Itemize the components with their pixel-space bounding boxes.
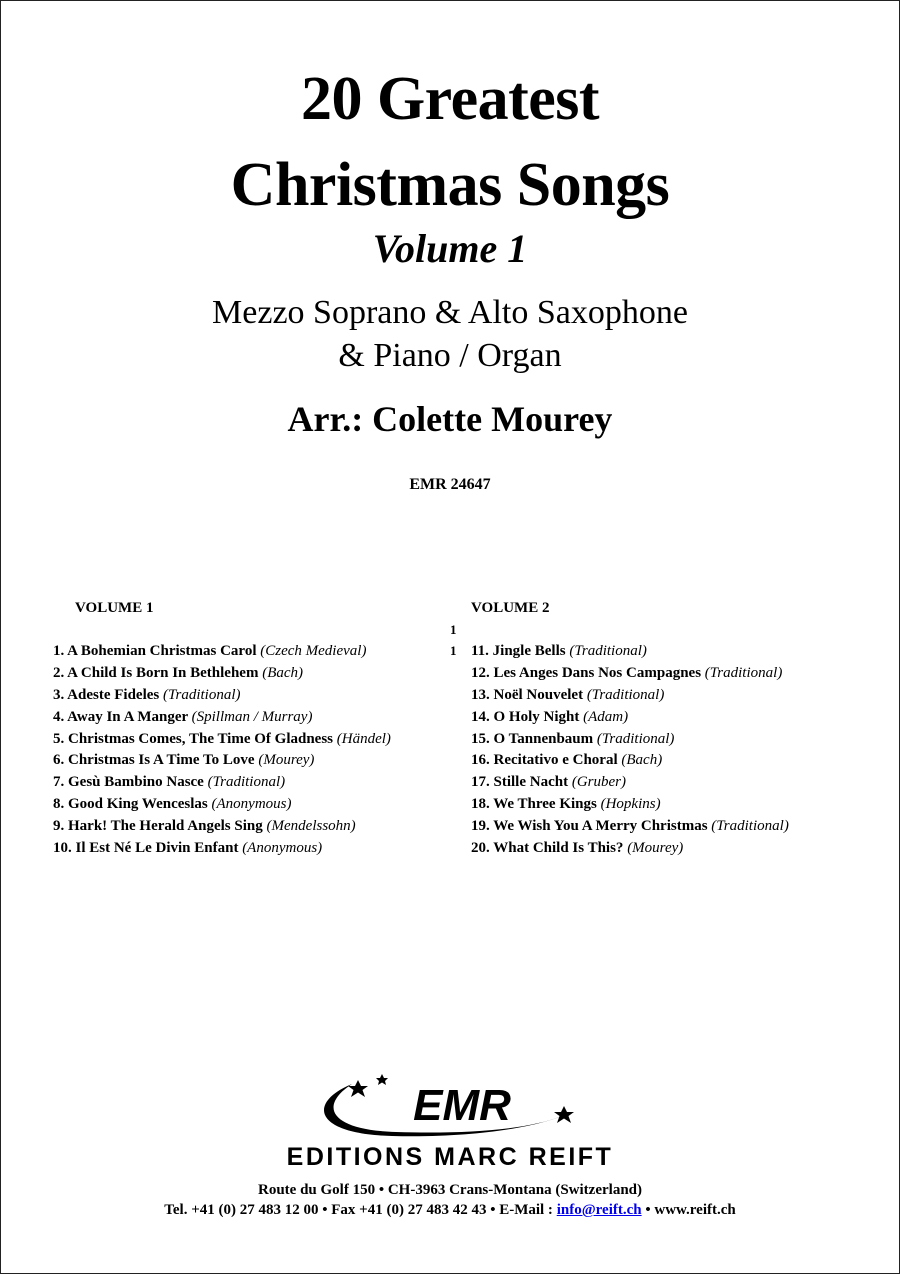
song-composer: (Czech Medieval): [260, 643, 367, 659]
volume2-heading: VOLUME 2: [471, 600, 550, 616]
song-composer: (Anonymous): [242, 840, 323, 857]
song-composer: (Anonymous): [211, 796, 292, 813]
song-composer: (Gruber): [571, 774, 626, 791]
song-title: 11. Jingle Bells: [471, 643, 570, 659]
volume1-heading: VOLUME 1: [75, 600, 154, 616]
song-item: [53, 750, 391, 772]
song-composer: (Traditional): [163, 686, 241, 703]
emr-logo: [300, 1072, 600, 1152]
song-item: [471, 838, 789, 860]
arranger: Arr.: Colette Mourey: [287, 399, 613, 439]
song-composer: (Händel): [336, 730, 391, 747]
song-composer: (Bach): [262, 664, 304, 681]
song-item: [53, 663, 391, 685]
song-item: [53, 729, 391, 751]
publisher-name: EDITIONS MARC REIFT: [286, 1143, 614, 1171]
email-link[interactable]: info@reift.ch: [556, 1202, 642, 1218]
volume2-song-list: [471, 641, 789, 860]
song-item: [53, 707, 391, 729]
song-composer: (Traditional): [596, 730, 675, 747]
song-composer: (Mourey): [258, 752, 315, 769]
song-composer: (Mendelssohn): [266, 818, 356, 835]
song-title: 6. Christmas Is A Time To Love: [53, 752, 259, 769]
song-item: [471, 794, 789, 816]
song-title: 3. Adeste Fideles: [53, 686, 163, 703]
song-title: 18. We Three Kings: [471, 796, 601, 813]
website: • www.reift.ch: [641, 1202, 736, 1218]
song-title: 5. Christmas Comes, The Time Of Gladness: [53, 730, 337, 747]
song-item: [53, 685, 391, 707]
instrumentation-line-2: & Piano / Organ: [338, 337, 562, 374]
publisher-address: Route du Golf 150 • CH-3963 Crans-Montana (Switzerland): [258, 1182, 642, 1198]
logo-wordmark: EMR: [413, 1081, 511, 1130]
song-item: [53, 794, 391, 816]
song-item: [471, 663, 789, 685]
publisher-contact: [0, 1200, 900, 1220]
song-composer: (Spillman / Murray): [191, 708, 313, 725]
song-composer: (Traditional): [711, 818, 789, 835]
song-title: 2. A Child Is Born In Bethlehem: [53, 664, 263, 681]
song-title: 15. O Tannenbaum: [471, 730, 597, 747]
song-item: [53, 641, 391, 663]
song-item: [471, 816, 789, 838]
song-composer: (Traditional): [704, 664, 783, 681]
song-title: 9. Hark! The Herald Angels Sing: [53, 818, 267, 835]
title-line-2: Christmas Songs: [230, 151, 670, 219]
star-icon: [348, 1080, 368, 1097]
song-item: [471, 641, 789, 663]
song-item: [471, 772, 789, 794]
contact-phone-fax: Tel. +41 (0) 27 483 12 00 • Fax +41 (0) 27 483 42 43 • E-Mail :: [164, 1202, 557, 1218]
song-title: 12. Les Anges Dans Nos Campagnes: [471, 664, 705, 681]
song-composer: (Traditional): [207, 774, 286, 791]
song-item: [53, 816, 391, 838]
song-item: [471, 750, 789, 772]
song-title: 19. We Wish You A Merry Christmas: [471, 818, 712, 835]
song-title: 13. Noël Nouvelet: [471, 686, 587, 703]
song-composer: (Hopkins): [600, 796, 661, 813]
title-line-1: 20 Greatest: [300, 65, 600, 133]
song-title: 8. Good King Wenceslas: [53, 796, 212, 813]
song-composer: (Traditional): [586, 686, 665, 703]
song-composer: (Traditional): [569, 643, 647, 659]
catalog-number: EMR 24647: [409, 476, 491, 493]
song-composer: (Bach): [621, 752, 663, 769]
page-number: 1: [450, 643, 457, 658]
song-item: [471, 729, 789, 751]
instrumentation-line-1: Mezzo Soprano & Alto Saxophone: [212, 294, 688, 331]
song-title: 17. Stille Nacht: [471, 774, 572, 791]
song-item: [471, 685, 789, 707]
volume-subtitle: Volume 1: [372, 226, 528, 271]
song-title: 14. O Holy Night: [471, 708, 584, 725]
song-composer: (Adam): [583, 708, 629, 725]
song-item: [471, 707, 789, 729]
song-item: [53, 838, 391, 860]
song-title: 10. Il Est Né Le Divin Enfant: [53, 840, 243, 857]
song-title: 20. What Child Is This?: [471, 840, 628, 857]
song-title: 7. Gesù Bambino Nasce: [53, 774, 208, 791]
volume1-song-list: [53, 641, 391, 860]
song-title: 1. A Bohemian Christmas Carol: [53, 643, 261, 659]
song-item: [53, 772, 391, 794]
star-icon: [376, 1074, 388, 1085]
page-number: 1: [450, 622, 457, 637]
song-title: 4. Away In A Manger: [53, 708, 192, 725]
song-title: 16. Recitativo e Choral: [471, 752, 622, 769]
star-icon: [554, 1106, 574, 1123]
song-composer: (Mourey): [627, 840, 684, 857]
